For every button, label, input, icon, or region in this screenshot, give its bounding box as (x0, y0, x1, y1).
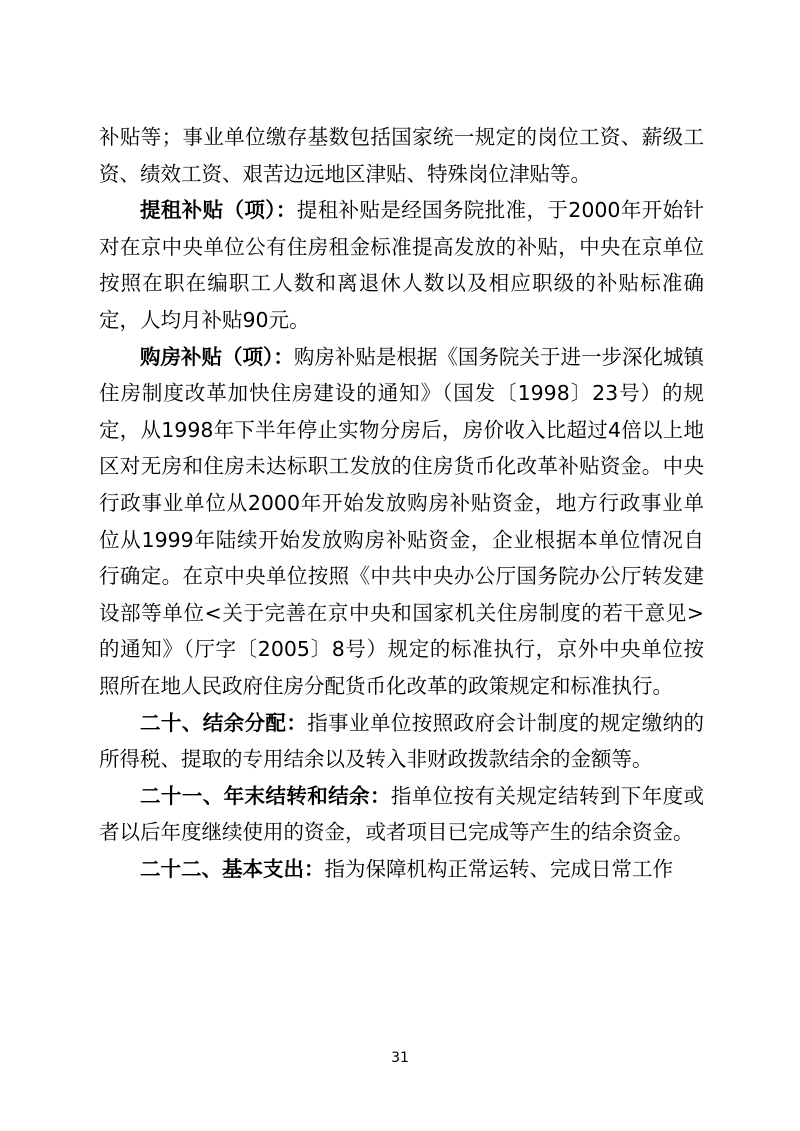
paragraph-text: 购房补贴是根据《国务院关于进一步深化城镇住房制度改革加快住房建设的通知》（国发〔1998〕23号）的规定，从1998年下半年停止实物分房后，房价收入比超过4倍以上地区对无房和住房未达标职工发放的住房货币化改革补贴资金。中央行政事业单位从2000年开始发放购房补贴资金，地方行政事业单位从1999年陆续开始发放购房补贴资金，企业根据本单位情况自行确定。在京中央单位按照《中共中央办公厅国务院办公厅转发建设部等单位<关于完善在京中央和国家机关住房制度的若干意见>的通知》（厅字〔2005〕8号）规定的标准执行，京外中央单位按照所在地人民政府住房分配货币化改革的政策规定和标准执行。 (99, 344, 705, 698)
paragraph-text: 补贴等；事业单位缴存基数包括国家统一规定的岗位工资、薪级工资、绩效工资、艰苦边远地区津贴、特殊岗位津贴等。 (99, 125, 704, 186)
term-heading: 二十二、基本支出： (140, 856, 325, 881)
term-heading: 二十一、年末结转和结余： (140, 783, 391, 808)
paragraph-rent-subsidy (99, 192, 704, 338)
term-heading: 二十、结余分配： (140, 710, 308, 735)
paragraph-basic-expenditure (99, 851, 704, 888)
term-heading: 购房补贴（项）： (140, 344, 294, 369)
paragraph-contribution-base (99, 119, 704, 192)
term-heading: 提租补贴（项）： (140, 198, 297, 223)
paragraph-text: 指事业单位按照政府会计制度的规定缴纳的所得税、提取的专用结余以及转入非财政拨款结余的金额等。 (99, 710, 705, 772)
paragraph-housing-purchase-subsidy (99, 339, 704, 705)
paragraph-year-end-balance (99, 778, 704, 851)
paragraph-text: 指为保障机构正常运转、完成日常工作 (324, 856, 673, 881)
document-body (99, 119, 704, 887)
paragraph-text: 指单位按有关规定结转到下年度或者以后年度继续使用的资金，或者项目已完成等产生的结余资金。 (99, 783, 705, 845)
paragraph-surplus-distribution (99, 705, 704, 778)
paragraph-text: 提租补贴是经国务院批准，于2000年开始针对在京中央单位公有住房租金标准提高发放的补贴，中央在京单位按照在职在编职工人数和离退休人数以及相应职级的补贴标准确定，人均月补贴90元。 (99, 198, 705, 332)
page-number: 31 (391, 1050, 409, 1066)
